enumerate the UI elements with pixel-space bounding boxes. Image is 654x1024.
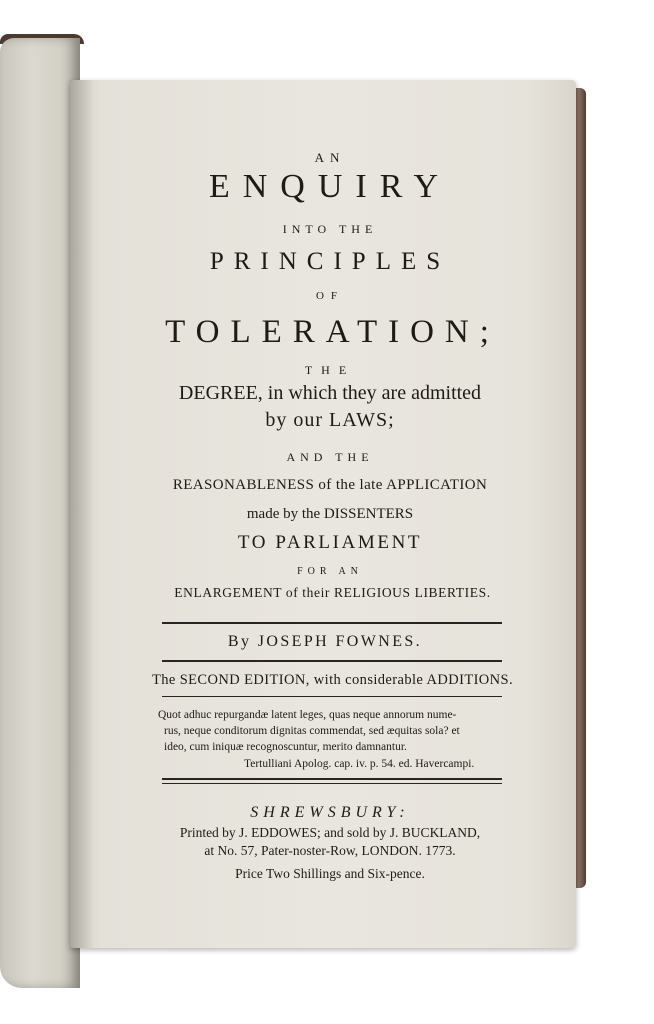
title-by-our-laws: by our LAWS; bbox=[265, 409, 395, 431]
title-made-by: made by the DISSENTERS bbox=[246, 506, 414, 522]
book-left-cover bbox=[0, 38, 80, 988]
author-line: By JOSEPH FOWNES. bbox=[227, 633, 423, 650]
rule-above-author bbox=[162, 622, 502, 624]
imprint-price: Price Two Shillings and Six-pence. bbox=[235, 866, 425, 881]
title-to-parliament: TO PARLIAMENT bbox=[237, 532, 423, 553]
rule-below-author bbox=[162, 660, 502, 662]
title-and-the: AND THE bbox=[286, 450, 374, 464]
imprint-address-date: at No. 57, Pater-noster-Row, LONDON. 1773. bbox=[204, 843, 456, 858]
page-gutter-shadow bbox=[70, 80, 94, 948]
title-enquiry: ENQUIRY bbox=[208, 168, 452, 205]
quote-line-2: rus, neque conditorum dignitas commendat, sed æquitas sola? et bbox=[164, 725, 460, 737]
quote-line-1: Quot adhuc repurgandæ latent leges, quas neque annorum nume- bbox=[158, 709, 457, 721]
imprint-printed-by: Printed by J. EDDOWES; and sold by J. BUCKLAND, bbox=[179, 825, 481, 840]
double-rule-bottom bbox=[162, 783, 502, 784]
quote-line-3: ideo, cum iniquæ recognoscuntur, merito damnantur. bbox=[164, 741, 407, 753]
title-reasonableness: REASONABLENESS of the late APPLICATION bbox=[172, 477, 488, 493]
title-the: THE bbox=[304, 363, 356, 377]
title-an: AN bbox=[314, 150, 346, 165]
edition-line: The SECOND EDITION, with considerable ADDITIONS. bbox=[151, 672, 514, 688]
title-into-the: INTO THE bbox=[282, 222, 378, 236]
rule-above-quote bbox=[162, 696, 502, 697]
title-for-an: FOR AN bbox=[297, 566, 363, 577]
quote-attribution: Tertulliani Apolog. cap. iv. p. 54. ed. Havercampi. bbox=[244, 758, 475, 770]
title-enlargement: ENLARGEMENT of their RELIGIOUS LIBERTIES. bbox=[174, 585, 491, 600]
title-of: OF bbox=[315, 290, 345, 302]
imprint-place: SHREWSBURY: bbox=[250, 804, 410, 821]
title-degree: DEGREE, in which they are admitted bbox=[178, 382, 482, 404]
title-toleration: TOLERATION; bbox=[165, 314, 500, 350]
title-principles: PRINCIPLES bbox=[209, 248, 451, 275]
double-rule-top bbox=[162, 778, 502, 780]
